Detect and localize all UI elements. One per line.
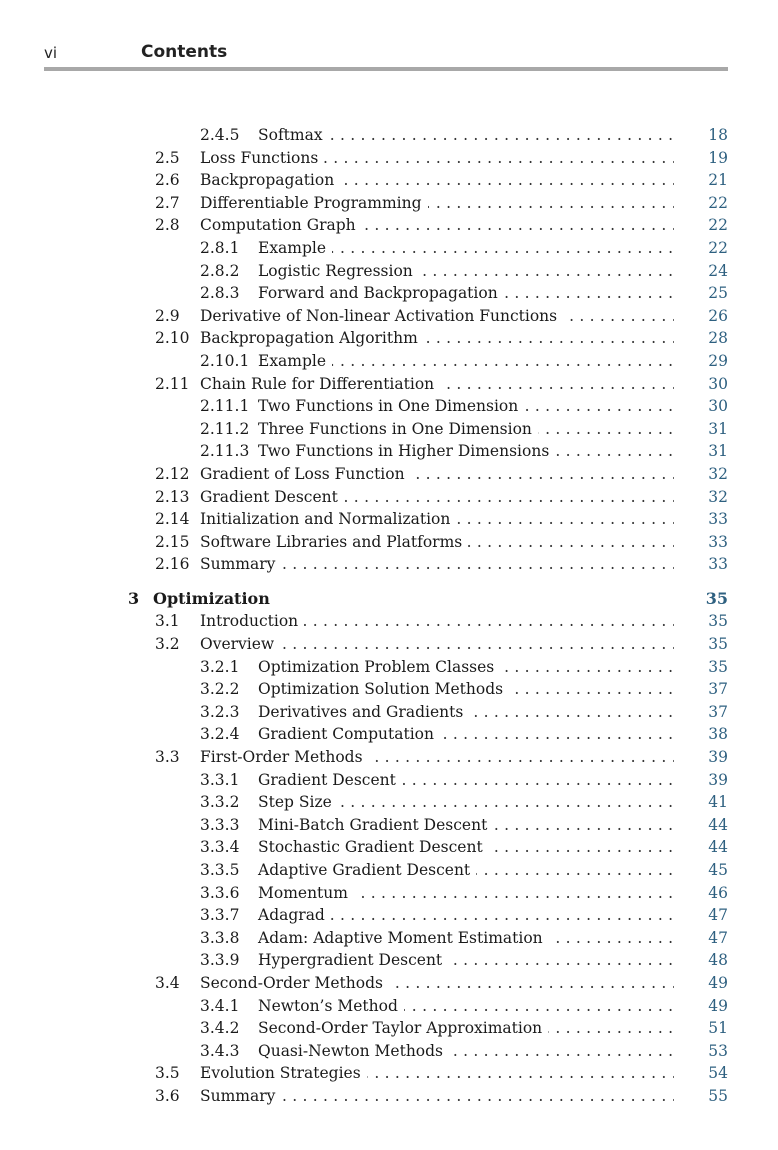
- toc-entry-page-link[interactable]: 24: [708, 261, 728, 280]
- toc-entry-number: 2.8.1: [200, 238, 240, 257]
- toc-entry-number: 3.4.3: [200, 1041, 240, 1060]
- toc-entry[interactable]: [0, 1085, 778, 1108]
- toc-entry[interactable]: [0, 282, 778, 305]
- toc-entry[interactable]: [0, 553, 778, 576]
- toc-entry-title: Introduction: [200, 610, 304, 633]
- toc-entry[interactable]: [0, 147, 778, 170]
- toc-entry-page-link[interactable]: 33: [708, 532, 728, 551]
- toc-entry-page-link[interactable]: 35: [708, 635, 728, 654]
- toc-entry[interactable]: [0, 769, 778, 792]
- toc-entry-title: Optimization Problem Classes: [258, 656, 500, 679]
- toc-entry[interactable]: [0, 656, 778, 679]
- toc-entry-page-link[interactable]: 47: [708, 928, 728, 947]
- toc-entry[interactable]: [0, 633, 778, 656]
- toc-entry[interactable]: [0, 305, 778, 328]
- toc-entry[interactable]: [0, 486, 778, 509]
- toc-entry-page-link[interactable]: 19: [708, 148, 728, 167]
- toc-entry[interactable]: [0, 463, 778, 486]
- toc-entry-page-link[interactable]: 35: [705, 588, 728, 608]
- toc-entry-title: Backpropagation Algorithm: [200, 327, 424, 350]
- toc-entry-title: Adagrad: [258, 904, 331, 927]
- toc-entry-number: 3: [128, 588, 140, 608]
- toc-entry-number: 2.7: [155, 193, 180, 212]
- toc-entry[interactable]: [0, 723, 778, 746]
- toc-entry-number: 2.11.3: [200, 442, 250, 461]
- toc-entry-page-link[interactable]: 30: [708, 374, 728, 393]
- toc-entry[interactable]: [0, 327, 778, 350]
- toc-entry-number: 2.11: [155, 374, 190, 393]
- toc-entry-title: Adam: Adaptive Moment Estimation: [258, 927, 549, 950]
- toc-entry[interactable]: [0, 508, 778, 531]
- toc-entry-page-link[interactable]: 39: [708, 748, 728, 767]
- toc-entry-title: Two Functions in Higher Dimensions: [258, 440, 555, 463]
- toc-entry-title: Derivatives and Gradients: [258, 701, 469, 724]
- toc-entry-page-link[interactable]: 28: [708, 329, 728, 348]
- toc-entry-number: 3.4.1: [200, 996, 240, 1015]
- toc-entry-number: 2.10.1: [200, 351, 250, 370]
- table-of-contents: [0, 124, 778, 1108]
- toc-entry-title: Stochastic Gradient Descent: [258, 836, 489, 859]
- toc-entry-page-link[interactable]: 39: [708, 770, 728, 789]
- toc-entry-number: 3.3.8: [200, 928, 240, 947]
- toc-entry-title: Quasi-Newton Methods: [258, 1040, 449, 1063]
- toc-entry-number: 3.3.2: [200, 793, 240, 812]
- toc-entry-number: 2.15: [155, 532, 190, 551]
- toc-entry[interactable]: [0, 214, 778, 237]
- toc-entry-page-link[interactable]: 30: [708, 397, 728, 416]
- toc-entry-title: Initialization and Normalization: [200, 508, 456, 531]
- toc-entry-page-link[interactable]: 37: [708, 702, 728, 721]
- toc-entry-number: 2.4.5: [200, 126, 240, 144]
- toc-entry[interactable]: [0, 192, 778, 215]
- toc-entry-number: 2.11.1: [200, 397, 250, 416]
- toc-entry-page-link[interactable]: 44: [708, 838, 728, 857]
- toc-entry-page-link[interactable]: 53: [708, 1041, 728, 1060]
- toc-entry[interactable]: [0, 882, 778, 905]
- toc-entry[interactable]: [0, 814, 778, 837]
- toc-entry-title: Two Functions in One Dimension: [258, 395, 524, 418]
- toc-entry-number: 2.8: [155, 216, 180, 235]
- toc-entry-page-link[interactable]: 33: [708, 510, 728, 529]
- toc-entry[interactable]: [0, 859, 778, 882]
- toc-entry-title: Second-Order Methods: [200, 972, 389, 995]
- toc-entry-title: Software Libraries and Platforms: [200, 531, 468, 554]
- toc-entry-page-link[interactable]: 31: [708, 419, 728, 438]
- toc-entry-page-link[interactable]: 47: [708, 906, 728, 925]
- toc-entry-page-link[interactable]: 22: [708, 193, 728, 212]
- toc-entry[interactable]: [0, 1040, 778, 1063]
- toc-entry-page-link[interactable]: 22: [708, 238, 728, 257]
- toc-entry[interactable]: [0, 350, 778, 373]
- toc-entry-number: 3.3.6: [200, 883, 240, 902]
- page-number: vi: [44, 44, 58, 62]
- toc-entry-number: 3.3.3: [200, 815, 240, 834]
- toc-entry-title: Step Size: [258, 791, 338, 814]
- toc-entry-title: Loss Functions: [200, 147, 324, 170]
- toc-entry-number: 3.2.4: [200, 725, 240, 744]
- toc-entry[interactable]: [0, 169, 778, 192]
- toc-entry-number: 3.3.5: [200, 861, 240, 879]
- toc-entry-title: Optimization Solution Methods: [258, 678, 509, 701]
- toc-entry[interactable]: [0, 995, 778, 1018]
- toc-entry-title: Computation Graph: [200, 214, 362, 237]
- toc-entry-page-link[interactable]: 22: [708, 216, 728, 235]
- toc-entry-title: Gradient Descent: [200, 486, 344, 509]
- toc-entry-number: 2.5: [155, 148, 180, 167]
- toc-entry-page-link[interactable]: 21: [708, 171, 728, 190]
- toc-entry-number: 3.1: [155, 612, 180, 631]
- toc-entry-number: 2.10: [155, 329, 190, 348]
- toc-entry-title: Differentiable Programming: [200, 192, 428, 215]
- toc-entry[interactable]: [0, 418, 778, 441]
- toc-entry-number: 3.2.1: [200, 657, 240, 676]
- toc-entry-number: 3.3.9: [200, 951, 240, 970]
- toc-entry[interactable]: [0, 124, 778, 147]
- toc-entry-title: Summary: [200, 553, 281, 576]
- toc-chapter-entry[interactable]: [0, 588, 778, 611]
- toc-entry-page-link[interactable]: 25: [708, 284, 728, 303]
- toc-entry-page-link[interactable]: 49: [708, 973, 728, 992]
- toc-entry-number: 3.3.7: [200, 906, 240, 925]
- toc-entry-number: 3.5: [155, 1064, 180, 1083]
- toc-entry[interactable]: [0, 927, 778, 950]
- toc-entry-number: 3.3.1: [200, 770, 240, 789]
- page-title: Contents: [141, 42, 228, 62]
- toc-entry-number: 3.4: [155, 973, 180, 992]
- toc-entry-title: Gradient Descent: [258, 769, 402, 792]
- toc-entry-page-link[interactable]: 29: [708, 351, 728, 370]
- running-header: [44, 42, 728, 64]
- toc-entry-title: Summary: [200, 1085, 281, 1108]
- toc-entry-title: Three Functions in One Dimension: [258, 418, 538, 441]
- toc-entry[interactable]: [0, 972, 778, 995]
- toc-entry-title: Mini-Batch Gradient Descent: [258, 814, 493, 837]
- toc-entry-page-link[interactable]: 44: [708, 815, 728, 834]
- toc-entry[interactable]: [0, 373, 778, 396]
- header-rule: [44, 67, 728, 71]
- toc-entry-page-link[interactable]: 51: [708, 1019, 728, 1038]
- toc-entry[interactable]: [0, 791, 778, 814]
- toc-entry-title: Adaptive Gradient Descent: [258, 859, 476, 882]
- toc-entry-number: 2.12: [155, 464, 190, 483]
- toc-entry[interactable]: [0, 395, 778, 418]
- toc-entry[interactable]: [0, 440, 778, 463]
- toc-entry-number: 2.16: [155, 555, 190, 574]
- toc-entry-title: Example: [258, 237, 332, 260]
- toc-entry-page-link[interactable]: 49: [708, 996, 728, 1015]
- toc-entry-page-link[interactable]: 32: [708, 487, 728, 506]
- toc-entry-number: 3.2: [155, 635, 180, 654]
- toc-entry-number: 2.6: [155, 171, 180, 190]
- toc-entry-page-link[interactable]: 38: [708, 725, 728, 744]
- toc-entry-title: Optimization: [153, 588, 276, 611]
- toc-entry-page-link[interactable]: 46: [708, 883, 728, 902]
- toc-entry-title: Backpropagation: [200, 169, 340, 192]
- toc-entry-number: 3.2.3: [200, 702, 240, 721]
- toc-entry[interactable]: [0, 949, 778, 972]
- toc-entry-title: Derivative of Non-linear Activation Functions: [200, 305, 563, 328]
- toc-entry-number: 3.3: [155, 748, 180, 767]
- toc-entry[interactable]: [0, 678, 778, 701]
- toc-entry[interactable]: [0, 1017, 778, 1040]
- toc-entry-title: Gradient Computation: [258, 723, 440, 746]
- toc-entry[interactable]: [0, 1062, 778, 1085]
- toc-entry-page-link[interactable]: 31: [708, 442, 728, 461]
- toc-entry-title: Evolution Strategies: [200, 1062, 367, 1085]
- toc-entry-number: 3.6: [155, 1086, 180, 1105]
- toc-entry-page-link[interactable]: 18: [708, 126, 728, 144]
- toc-entry-page-link[interactable]: 37: [708, 680, 728, 699]
- toc-entry-title: First-Order Methods: [200, 746, 369, 769]
- toc-entry[interactable]: [0, 746, 778, 769]
- toc-entry-number: 2.9: [155, 306, 180, 325]
- toc-entry-page-link[interactable]: 48: [708, 951, 728, 970]
- toc-entry[interactable]: [0, 610, 778, 633]
- toc-entry[interactable]: [0, 836, 778, 859]
- toc-entry-title: Logistic Regression: [258, 260, 419, 283]
- toc-entry-number: 2.8.2: [200, 261, 240, 280]
- toc-entry-page-link[interactable]: 45: [708, 861, 728, 879]
- toc-entry-page-link[interactable]: 35: [708, 612, 728, 631]
- toc-entry-title: Overview: [200, 633, 280, 656]
- toc-entry-page-link[interactable]: 41: [708, 793, 728, 812]
- toc-entry-title: Softmax: [258, 124, 329, 147]
- toc-entry[interactable]: [0, 904, 778, 927]
- toc-entry-page-link[interactable]: 33: [708, 555, 728, 574]
- toc-entry-page-link[interactable]: 32: [708, 464, 728, 483]
- toc-entry[interactable]: [0, 260, 778, 283]
- toc-entry-title: Momentum: [258, 882, 354, 905]
- toc-entry-page-link[interactable]: 55: [708, 1086, 728, 1105]
- toc-entry-title: Second-Order Taylor Approximation: [258, 1017, 548, 1040]
- toc-entry-page-link[interactable]: 54: [708, 1064, 728, 1083]
- toc-entry-title: Hypergradient Descent: [258, 949, 448, 972]
- toc-entry-title: Gradient of Loss Function: [200, 463, 411, 486]
- toc-entry-title: Example: [258, 350, 332, 373]
- toc-entry[interactable]: [0, 701, 778, 724]
- toc-entry-number: 3.3.4: [200, 838, 240, 857]
- toc-entry-title: Forward and Backpropagation: [258, 282, 504, 305]
- toc-entry-page-link[interactable]: 26: [708, 306, 728, 325]
- toc-entry-number: 3.2.2: [200, 680, 240, 699]
- toc-entry-title: Newton’s Method: [258, 995, 404, 1018]
- toc-entry-number: 3.4.2: [200, 1019, 240, 1038]
- toc-entry[interactable]: [0, 531, 778, 554]
- toc-entry-page-link[interactable]: 35: [708, 657, 728, 676]
- toc-entry-title: Chain Rule for Differentiation: [200, 373, 440, 396]
- toc-entry-number: 2.14: [155, 510, 190, 529]
- toc-entry-number: 2.11.2: [200, 419, 250, 438]
- toc-entry-number: 2.13: [155, 487, 190, 506]
- toc-entry[interactable]: [0, 237, 778, 260]
- toc-entry-number: 2.8.3: [200, 284, 240, 303]
